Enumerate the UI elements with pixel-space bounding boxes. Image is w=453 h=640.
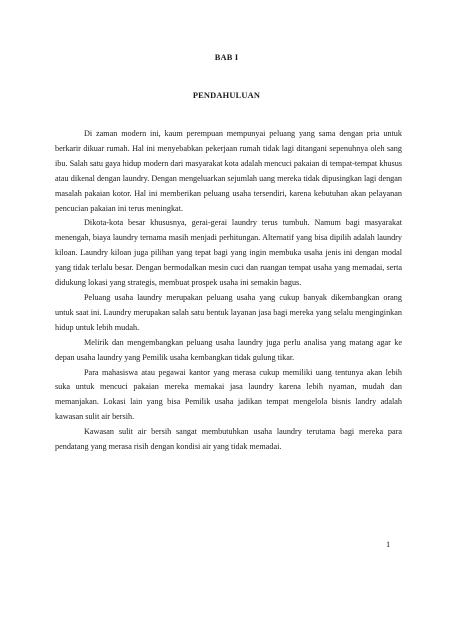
page-number: 1 <box>386 540 391 549</box>
paragraph: Di zaman modern ini, kaum perempuan mempunyai peluang yang sama dengan pria untuk berkarir dikuar rumah. Hal ini menyebabkan pekerjaan rumah tidak lagi ditangani sepenuhnya oleh sang ibu. Salah satu gaya hidup modern dari masyarakat kota adalah mencuci pakaian di tempat-tempat khusus atau dikenal dengan laundry. Dengan mengeluarkan sejumlah uang mereka tidak dipusingkan lagi dengan masalah pakaian kotor. Hal ini memberikan peluang usaha tersendiri, karena kebutuhan akan pelayanan pencucian pakaian ini terus meningkat. <box>55 129 402 213</box>
paragraph: Dikota-kota besar khususnya, gerai-gerai laundry terus tumbuh. Namum bagi masyarakat menengah, biaya laundry ternama masih menjadi perhitungan. Alternatif yang bisa dipilih adalah laundry kiloan. Laundry kiloan juga pilihan yang tepat bagi yang ingin membuka usaha jenis ini dengan modal yang tidak terlalu besar. Dengan bermodalkan mesin cuci dan ruangan tempat usaha yang memadai, serta didukung lokasi yang strategis, membuat prospek usaha ini semakin bagus. <box>55 218 402 288</box>
body-text <box>55 127 402 455</box>
paragraph: Kawasan sulit air bersih sangat membutuhkan usaha laundry terutama bagi mereka para pendatang yang merasa risih dengan kondisi air yang tidak memadai. <box>55 427 402 452</box>
paragraph: Melirik dan mengembangkan peluang usaha laundry juga perlu analisa yang matang agar ke depan usaha laundry yang Pemilik usaha kembangkan tidak gulung tikar. <box>55 337 402 362</box>
paragraph: Peluang usaha laundry merupakan peluang usaha yang cukup banyak dikembangkan orang untuk saat ini. Laundry merupakan salah satu bentuk layanan jasa bagi mereka yang selalu menginginkan hidup untuk lebih mudah. <box>55 292 402 332</box>
chapter-title: PENDAHULUAN <box>192 91 261 100</box>
paragraph: Para mahasiswa atau pegawai kantor yang merasa cukup memiliki uang tentunya akan lebih suka untuk mencuci pakaian mereka memakai jasa laundry karena lebih nyaman, mudah dan memanjakan. Lokasi lain yang bisa Pemilik usaha jadikan tempat mengelola bisnis landry adalah kawasan sulit air bersih. <box>55 367 402 422</box>
chapter-heading: BAB I <box>214 53 239 62</box>
